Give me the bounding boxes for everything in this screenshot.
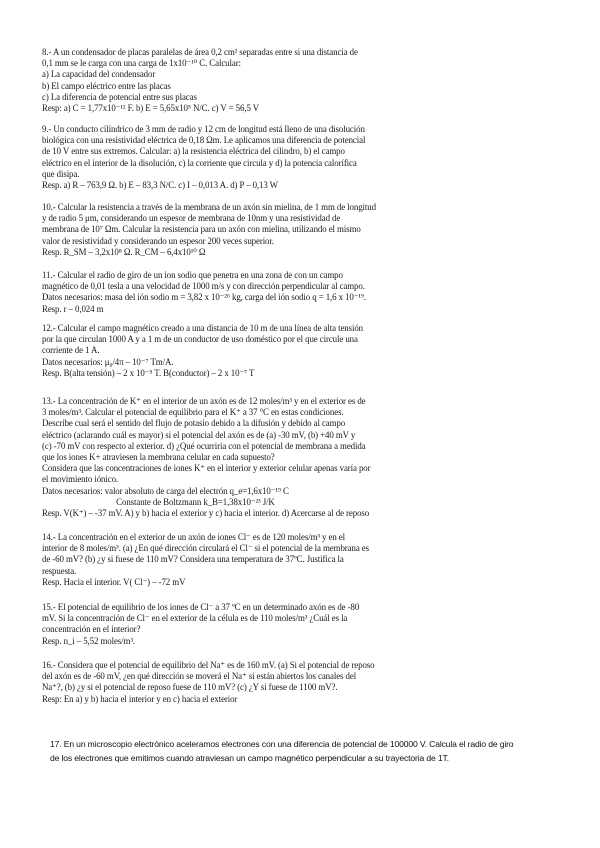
problem-15 (42, 602, 562, 647)
problem-13-line: Datos necesarios: valor absoluto de carga del electrón q_e=1,6x10⁻¹⁹ C (42, 485, 289, 496)
problem-13-line: que los iones K+ atraviesen la membrana celular en cada supuesto? (42, 452, 275, 463)
problem-12 (42, 323, 562, 379)
problem-9-line: de 10 V entre sus extremos. Calcular: a) la resistencia eléctrica del cilindro, b) el campo (42, 146, 345, 157)
problem-16-line: 16.- Considera que el potencial de equilibrio del Na⁺ es de 160 mV. (a) Si el potencial de reposo (42, 660, 375, 670)
problem-17 (50, 738, 590, 765)
problem-13-line: Describe cual será el sentido del flujo de potasio debido a la difusión y debido al campo (42, 418, 346, 429)
problem-11-line: Datos necesarios: masa del ión sodio m = 3,82 x 10⁻²⁶ kg, carga del ión sodio q = 1,6 x 10⁻¹⁹. (42, 292, 367, 303)
problem-14-answer: Resp. Hacia el interior. V( Cl⁻) – -72 mV (42, 576, 186, 587)
problem-9 (42, 124, 562, 191)
problem-14-line: respuesta. (42, 565, 77, 576)
problem-12-line: Datos necesarios: μ₀/4π – 10⁻⁷ Tm/A. (42, 356, 174, 367)
problem-8-line: b) El campo eléctrico entre las placas (42, 80, 171, 91)
problem-10-answer: Resp. R_SM – 3,2x10⁸ Ω. R_CM – 6,4x10¹⁰ Ω (42, 246, 206, 257)
problem-8-line: c) La diferencia de potencial entre sus placas (42, 91, 197, 102)
problem-8-line: a) La capacidad del condensador (42, 69, 156, 80)
problem-13-line: eléctrico (aclarando cuál es mayor) si el potencial del axón es de (a) -30 mV, (b) +40 mV y (42, 429, 356, 440)
problem-15-line: 15.- El potencial de equilibrio de los iones de Cl⁻ a 37 ºC en un determinado axón es de -80 (42, 602, 360, 612)
problem-14-line: 14.- La concentración en el exterior de un axón de iones Cl⁻ es de 120 moles/m³ y en el (42, 532, 346, 542)
problem-9-line: eléctrico en el interior de la disolución, c) la corriente que circula y d) la potencia calorífica (42, 157, 357, 168)
problem-9-line: que disipa. (42, 168, 80, 179)
problem-14 (42, 532, 562, 588)
problem-8-line: 8.- A un condensador de placas paralelas de área 0,2 cm² separadas entre si una distancia de (42, 47, 358, 57)
problem-15-answer: Resp. n_i – 5,52 moles/m³. (42, 635, 136, 646)
problem-8 (42, 47, 562, 114)
problem-8-answer: Resp: a) C = 1,77x10⁻¹² F. b) E = 5,65x10⁵ N/C. c) V = 56,5 V (42, 103, 260, 114)
problem-12-line: por la que circulan 1000 A y a 1 m de un conductor de uso doméstico por el que circule una (42, 334, 358, 345)
problem-11-line: 11.- Calcular el radio de giro de un ion sodio que penetra en una zona de con un campo (42, 270, 343, 280)
problem-13-line: 13.- La concentración de K⁺ en el interior de un axón es de 12 moles/m³ y en el exterior es de (42, 396, 366, 406)
problem-13-line: Considera que las concentraciones de iones K⁺ en el interior y exterior celular apenas varía por (42, 463, 371, 474)
problem-16-answer: Resp: En a) y b) hacia el interior y en c) hacia el exterior (42, 693, 238, 704)
problem-13-line: Constante de Boltzmann k_B=1,38x10⁻²³ J/K (42, 496, 275, 507)
problem-13-answer: Resp. V(K⁺) – -37 mV. A) y b) hacia el exterior y c) hacia el interior. d) Acercarse al de reposo (42, 508, 370, 519)
problem-11-answer: Resp. r – 0,024 m (42, 303, 104, 314)
problem-8-line: 0,1 mm se le carga con una carga de 1x10⁻¹⁰ C. Calcular: (42, 58, 241, 69)
problem-10-line: valor de resistividad y considerando un espesor 200 veces superior. (42, 235, 274, 246)
problem-13-line: el movimiento iónico. (42, 474, 119, 485)
problem-15-line: concentración en el interior? (42, 624, 141, 635)
problem-17-line: de los electrones que emitimos cuando atraviesan un campo magnético perpendicular a su trayectoria de 1T. (50, 752, 449, 763)
problem-10 (42, 202, 562, 258)
problem-11-line: magnético de 0,01 tesla a una velocidad de 1000 m/s y con dirección perpendicular al campo. (42, 281, 365, 292)
problem-12-line: corriente de 1 A. (42, 345, 100, 356)
problem-15-line: mV. Si la concentración de Cl⁻ en el exterior de la célula es de 110 moles/m³ ¿Cuál es la (42, 613, 348, 624)
problem-12-answer: Resp. B(alta tensión) – 2 x 10⁻⁵ T. B(conductor) – 2 x 10⁻⁷ T (42, 367, 255, 378)
problem-16 (42, 660, 562, 705)
problem-14-line: interior de 8 moles/m³. (a) ¿En qué dirección circulará el Cl⁻ si el potencial de la membrana es (42, 543, 369, 554)
problem-16-line: Na⁺?, (b) ¿y si el potencial de reposo fuese de 110 mV? (c) ¿Y si fuese de 1100 mV?. (42, 682, 338, 693)
problem-10-line: membrana de 10⁷ Ωm. Calcular la resistencia para un axón con mielina, utilizando el mismo (42, 224, 361, 235)
problem-14-line: de -60 mV? (b) ¿y si fuese de 110 mV? Considera una temperatura de 37ºC. Justifica la (42, 554, 344, 565)
problem-13-line: 3 moles/m³. Calcular el potencial de equilibrio para el K⁺ a 37 °C en estas condiciones. (42, 407, 344, 418)
problem-11 (42, 270, 562, 315)
problem-10-line: 10.- Calcular la resistencia a través de la membrana de un axón sin mielina, de 1 mm de longitud (42, 202, 376, 212)
problem-9-line: 9.- Un conducto cilíndrico de 3 mm de radio y 12 cm de longitud está lleno de una disolución (42, 124, 365, 134)
problem-12-line: 12.- Calcular el campo magnético creado a una distancia de 10 m de una línea de alta tensión (42, 323, 364, 333)
problem-17-line: 17. En un microscopio electrónico aceleramos electrones con una diferencia de potencial de 100000 V. Calcula el radio de giro (50, 739, 514, 749)
problem-9-line: biológica con una resistividad eléctrica de 0,18 Ωm. Le aplicamos una diferencia de potencial (42, 135, 366, 146)
problem-10-line: y de radio 5 μm, considerando un espesor de membrana de 10nm y una resistividad de (42, 213, 341, 224)
problem-13 (42, 396, 562, 519)
problem-9-answer: Resp. a) R – 763,9 Ω. b) E – 83,3 N/C. c) I – 0,013 A. d) P – 0,13 W (42, 180, 278, 191)
problem-16-line: del axón es de -60 mV, ¿en qué dirección se moverá el Na⁺ si están abiertos los canales del (42, 671, 357, 682)
problem-13-line: (c) -70 mV con respecto al exterior. d) ¿Qué ocurriría con el potencial de membrana a medida (42, 440, 366, 451)
